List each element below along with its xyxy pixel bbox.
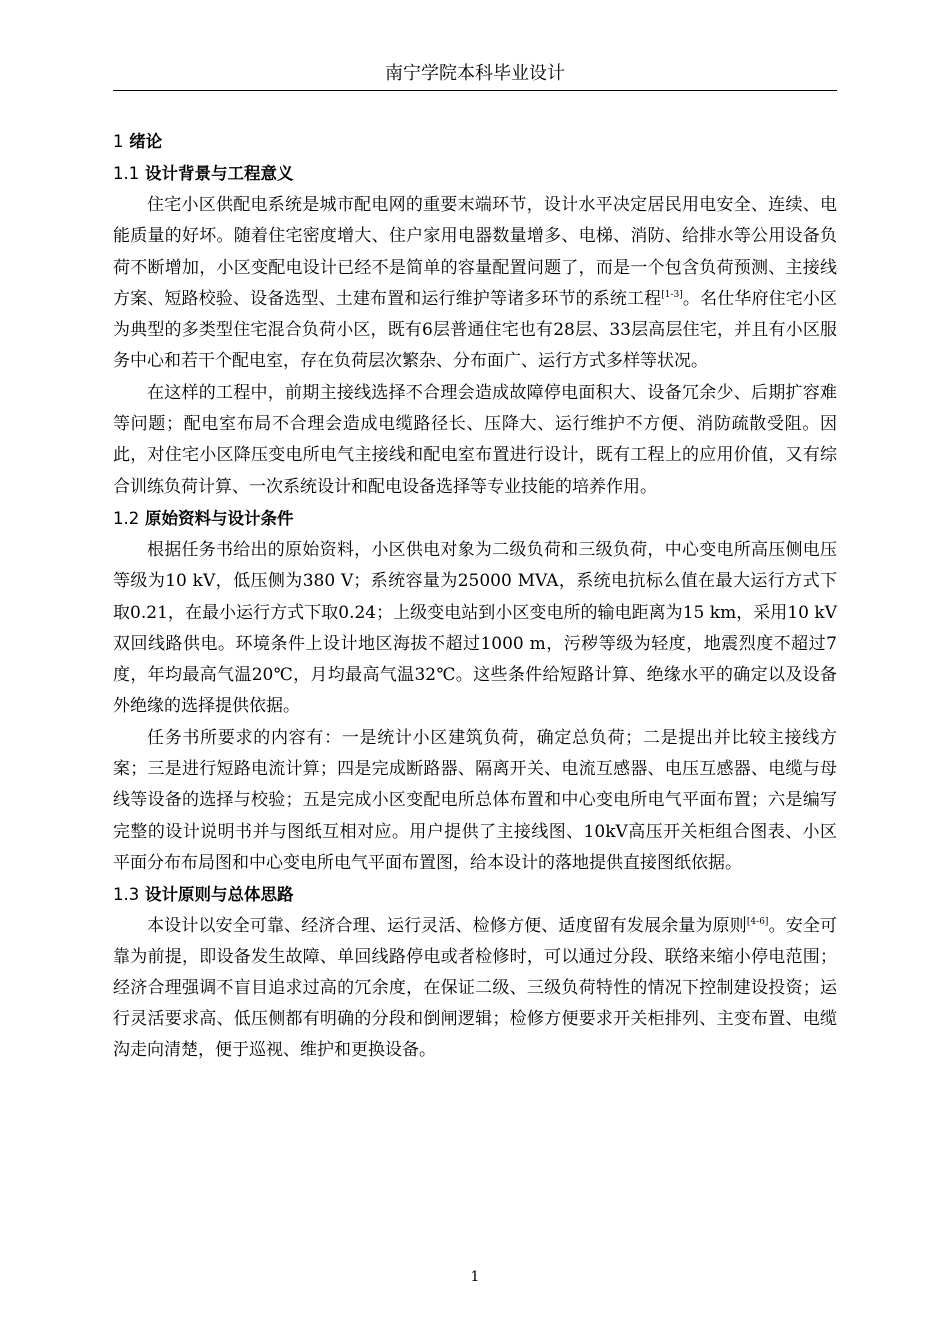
section-title: 设计背景与工程意义	[145, 164, 294, 183]
paragraph-design-principles	[113, 911, 837, 1066]
chapter-title: 绪论	[129, 132, 163, 151]
section-heading-1-2	[113, 503, 837, 535]
header-divider	[113, 90, 837, 91]
section-heading-1-1	[113, 158, 837, 190]
document-body	[113, 126, 837, 1066]
page-number: 1	[470, 1269, 480, 1285]
page-header-title: 南宁学院本科毕业设计	[385, 63, 565, 84]
section-title: 原始资料与设计条件	[145, 508, 294, 528]
citation-ref: [1-3]	[661, 289, 683, 300]
section-number: 1.3	[113, 885, 140, 905]
paragraph-significance: 在这样的工程中，前期主接线选择不合理会造成故障停电面积大、设备冗余少、后期扩容难等问题；配电室布局不合理会造成电缆路径长、压降大、运行维护不方便、消防疏散受阻。因此，对住宅小区降压变电所电气主接线和配电室布置进行设计，既有工程上的应用价值，又有综合训练负荷计算、一次系统设计和配电设备选择等专业技能的培养作用。	[113, 382, 837, 497]
chapter-heading	[113, 126, 837, 158]
paragraph-text: 。名仕华府住宅小区为典型的多类型住宅混合负荷小区，既有6层普通住宅也有28层、33层高层住宅，并且有小区服务中心和若干个配电室，存在负荷层次繁杂、分布面广、运行方式多样等状况。	[113, 288, 838, 372]
chapter-number: 1	[113, 132, 124, 151]
paragraph-text: 。安全可靠为前提，即设备发生故障、单回线路停电或者检修时，可以通过分段、联络来缩小停电范围；经济合理强调不盲目追求过高的冗余度，在保证二级、三级负荷特性的情况下控制建设投资；运行灵活要求高、低压侧都有明确的分段和倒闸逻辑；检修方便要求开关柜排列、主变布置、电缆沟走向清楚，便于巡视、维护和更换设备。	[113, 916, 837, 1061]
citation-ref: [4-6]	[746, 917, 769, 928]
section-number: 1.2	[113, 508, 140, 528]
section-heading-1-3	[113, 879, 837, 911]
paragraph-task-requirements: 任务书所要求的内容有：一是统计小区建筑负荷，确定总负荷；二是提出并比较主接线方案；三是进行短路电流计算；四是完成断路器、隔离开关、电流互感器、电压互感器、电缆与母线等设备的选择与校验；五是完成小区变配电所总体布置和中心变电所电气平面布置；六是编写完整的设计说明书并与图纸互相对应。用户提供了主接线图、10kV高压开关柜组合图表、小区平面分布布局图和中心变电所电气平面布置图，给本设计的落地提供直接图纸依据。	[113, 727, 837, 873]
paragraph-text: 住宅小区供配电系统是城市配电网的重要末端环节，设计水平决定居民用电安全、连续、电能质量的好坏。随着住宅密度增大、住户家用电器数量增多、电梯、消防、给排水等公用设备负荷不断增加，小区变配电设计已经不是简单的容量配置问题了，而是一个包含负荷预测、主接线方案、短路校验、设备选型、土建布置和运行维护等诸多环节的系统工程	[113, 195, 837, 309]
section-title: 设计原则与总体思路	[145, 885, 294, 905]
paragraph-text: 本设计以安全可靠、经济合理、运行灵活、检修方便、适度留有发展余量为原则	[147, 916, 747, 937]
paragraph-original-data: 根据任务书给出的原始资料，小区供电对象为二级负荷和三级负荷，中心变电所高压侧电压等级为10 kV，低压侧为380 V；系统容量为25000 MVA，系统电抗标么值在最大运行方式下取0.21，在最小运行方式下取0.24；上级变电站到小区变电所的输电距离为15 km，采用10 kV双回线路供电。环境条件上设计地区海拔不超过1000 m，污秽等级为轻度，地震烈度不超过7度，年均最高气温20℃，月均最高气温32℃。这些条件给短路计算、绝缘水平的确定以及设备外绝缘的选择提供依据。	[113, 539, 837, 717]
paragraph-background	[113, 190, 837, 378]
section-number: 1.1	[113, 164, 140, 183]
